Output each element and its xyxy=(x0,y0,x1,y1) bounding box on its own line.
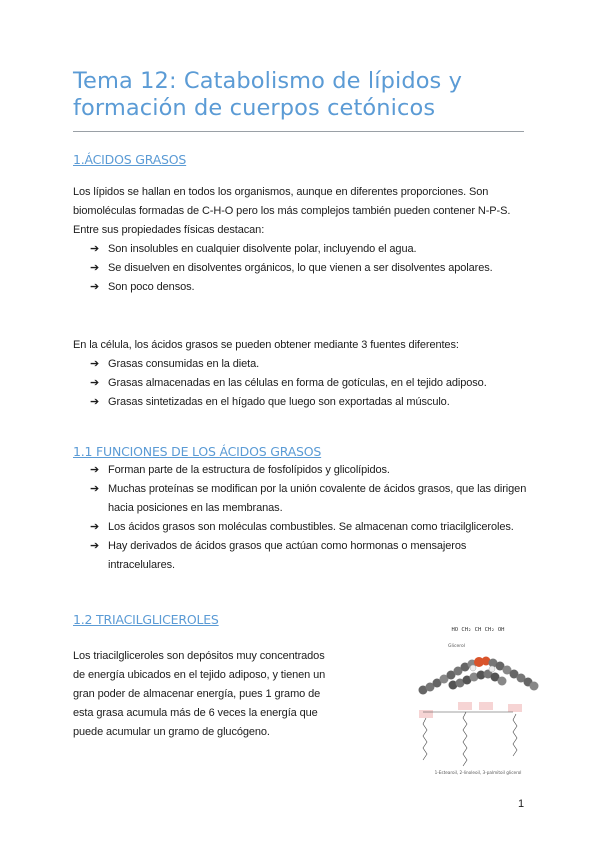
figure-caption: 1-Estearoil, 2-linoleoil, 3-palmitoil glicerol xyxy=(434,770,522,775)
list-item: ➔ Forman parte de la estructura de fosfolípidos y glicolípidos. xyxy=(90,461,530,480)
triacil-paragraph: Los triacilgliceroles son depósitos muy concentrados de energía ubicados en el tejido adiposo, y tienen un gran poder de almacenar energía, pues 1 gramo de esta grasa acumula más de 6 veces la energía que puede acumular un gramo de glucógeno. xyxy=(73,650,326,738)
section-heading-triacilgliceroles: 1.2 TRIACILGLICEROLES xyxy=(73,612,219,627)
space-filling-model xyxy=(419,657,539,695)
arrow-icon: ➔ xyxy=(90,540,100,552)
list-item: ➔ Hay derivados de ácidos grasos que actúan como hormonas o mensajeros intracelulares. xyxy=(90,537,530,575)
arrow-icon: ➔ xyxy=(90,377,100,389)
arrow-icon: ➔ xyxy=(90,464,100,476)
page-number: 1 xyxy=(518,798,525,810)
arrow-icon: ➔ xyxy=(90,396,100,408)
list-item: ➔ Los ácidos grasos son moléculas combustibles. Se almacenan como triacilgliceroles. xyxy=(90,518,530,537)
glycerol-formula: HO CH₂ CH CH₂ OH xyxy=(451,627,505,633)
list-item: ➔ Grasas consumidas en la dieta. xyxy=(90,355,530,374)
list-item: ➔ Grasas almacenadas en las células en forma de gotículas, en el tejido adiposo. xyxy=(90,374,530,393)
sources-list xyxy=(90,355,530,412)
list-item: ➔ Grasas sintetizadas en el hígado que luego son exportadas al músculo. xyxy=(90,393,530,412)
funciones-list xyxy=(90,461,530,575)
list-item: ➔ Se disuelven en disolventes orgánicos, lo que vienen a ser disolventes apolares. xyxy=(90,259,530,278)
list-item: ➔ Son insolubles en cualquier disolvente polar, incluyendo el agua. xyxy=(90,240,530,259)
list-item: ➔ Son poco densos. xyxy=(90,278,530,297)
title-divider xyxy=(73,131,524,132)
molecule-illustration xyxy=(413,620,543,780)
arrow-icon: ➔ xyxy=(90,243,100,255)
section-heading-funciones: 1.1 FUNCIONES DE LOS ÁCIDOS GRASOS xyxy=(73,444,322,459)
section-heading-acidos-grasos: 1.ÁCIDOS GRASOS xyxy=(73,152,187,167)
glycerol-label: Glicerol xyxy=(448,644,465,649)
sources-intro: En la célula, los ácidos grasos se pueden obtener mediante 3 fuentes diferentes: xyxy=(73,339,459,351)
arrow-icon: ➔ xyxy=(90,483,100,495)
arrow-icon: ➔ xyxy=(90,358,100,370)
intro-paragraph: Los lípidos se hallan en todos los organismos, aunque en diferentes proporciones. Son biomoléculas formadas de C-H-O pero los más complejos también pueden contener N-P-S. Entre sus propiedades físicas destacan: xyxy=(73,186,511,236)
list-item: ➔ Muchas proteínas se modifican por la unión covalente de ácidos grasos, que las dirigen hacia posiciones en las membranas. xyxy=(90,480,530,518)
page-title: Tema 12: Catabolismo de lípidos y formación de cuerpos cetónicos xyxy=(73,68,463,121)
structural-formula xyxy=(419,702,522,766)
arrow-icon: ➔ xyxy=(90,262,100,274)
arrow-icon: ➔ xyxy=(90,521,100,533)
properties-list xyxy=(90,240,530,297)
arrow-icon: ➔ xyxy=(90,281,100,293)
triacylglycerol-figure xyxy=(413,620,543,780)
